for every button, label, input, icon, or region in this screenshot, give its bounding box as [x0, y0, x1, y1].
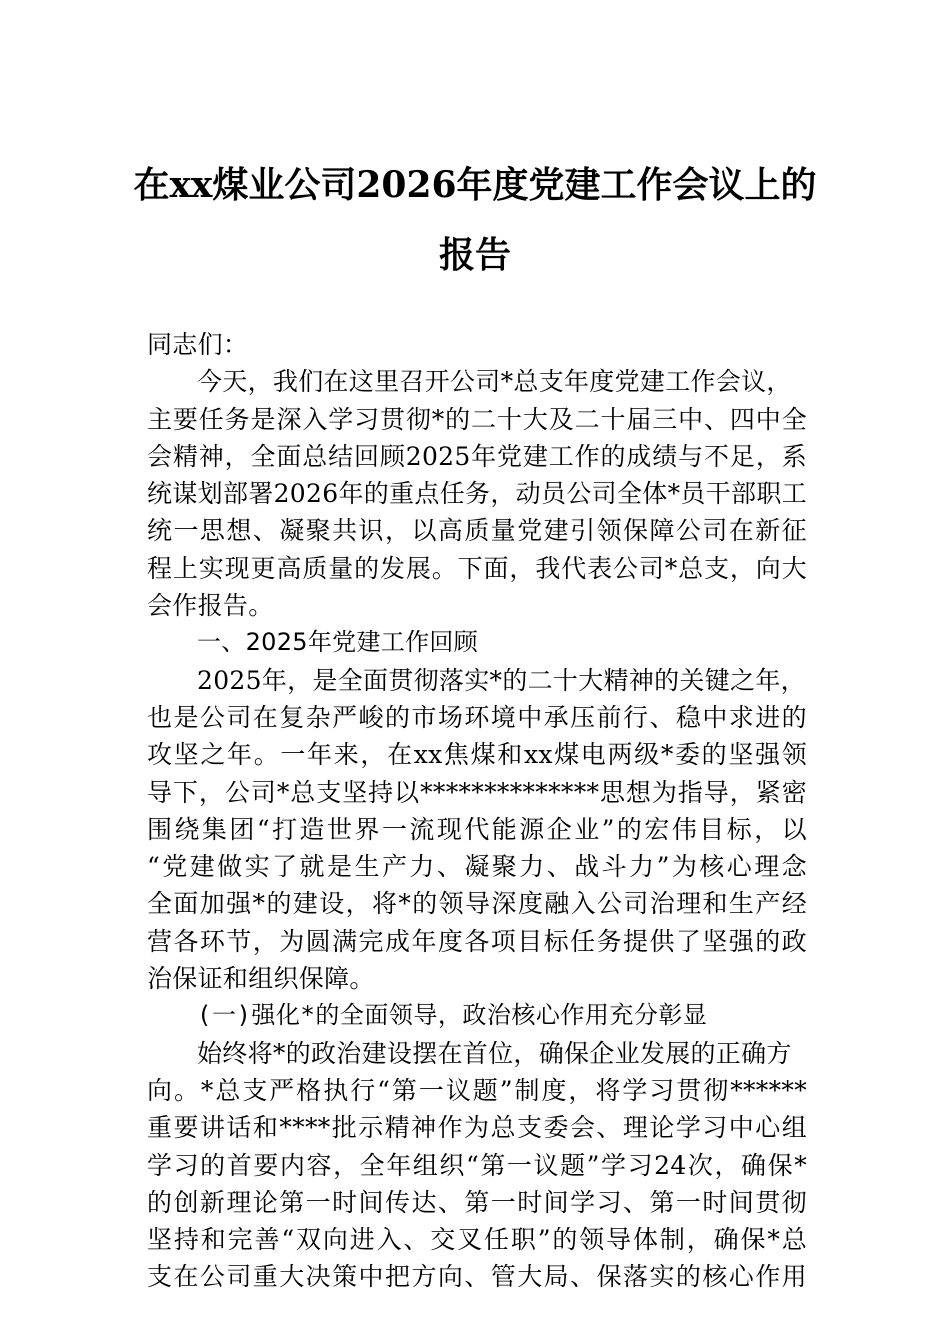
paragraph-2-line: 也是公司在复杂严峻的市场环境中承压前行、稳中求进的: [147, 702, 807, 732]
document-body: [147, 326, 807, 1296]
paragraph-3-line: 始终将*的政治建设摆在首位，确保企业发展的正确方: [197, 1038, 792, 1068]
document-title-line-1: 在xx煤业公司2026年度党建工作会议上的: [133, 164, 817, 206]
paragraph-2-line: 营各环节，为圆满完成年度各项目标任务提供了坚强的政: [147, 926, 807, 956]
document-title-line-2: 报告: [438, 234, 511, 276]
paragraph-3-line: 坚持和完善“双向进入、交叉任职”的领导体制，确保*总: [147, 1225, 807, 1255]
paragraph-3-line: 重要讲话和****批示精神作为总支委会、理论学习中心组: [147, 1113, 807, 1143]
paragraph-3-line: 向。*总支严格执行“第一议题”制度，将学习贯彻******: [147, 1075, 807, 1105]
paragraph-1-line: 主要任务是深入学习贯彻*的二十大及二十届三中、四中全: [147, 404, 807, 434]
paragraph-2-line: 全面加强*的建设，将*的领导深度融入公司治理和生产经: [147, 889, 807, 919]
section-heading-2: (一)强化*的全面领导，政治核心作用充分彰显: [197, 1001, 708, 1030]
paragraph-2-line: 治保证和组织保障。: [147, 964, 375, 994]
paragraph-2-line: 2025年，是全面贯彻落实*的二十大精神的关键之年，: [197, 665, 806, 695]
paragraph-3-line: 学习的首要内容，全年组织“第一议题”学习24次，确保*: [147, 1150, 807, 1180]
paragraph-2-line: 攻坚之年。一年来，在xx焦煤和xx煤电两级*委的坚强领: [147, 740, 807, 770]
paragraph-1-line: 程上实现更高质量的发展。下面，我代表公司*总支，向大: [147, 553, 807, 583]
paragraph-3-line: 的创新理论第一时间传达、第一时间学习、第一时间贯彻: [147, 1187, 807, 1217]
paragraph-1-line: 会作报告。: [147, 591, 274, 621]
paragraph-2-line: 导下，公司*总支坚持以**************思想为指导，紧密: [147, 777, 807, 807]
paragraph-1-line: 会精神，全面总结回顾2025年党建工作的成绩与不足，系: [147, 441, 807, 471]
paragraph-3-line: 支在公司重大决策中把方向、管大局、保落实的核心作用: [147, 1262, 807, 1292]
paragraph-1-line: 统一思想、凝聚共识，以高质量党建引领保障公司在新征: [147, 516, 807, 546]
paragraph-1-line: 今天，我们在这里召开公司*总支年度党建工作会议，: [197, 367, 792, 397]
paragraph-2-line: “党建做实了就是生产力、凝聚力、战斗力”为核心理念: [147, 852, 807, 882]
section-heading-1: 一、2025年党建工作回顾: [197, 628, 478, 657]
paragraph-1-line: 统谋划部署2026年的重点任务，动员公司全体*员干部职工: [147, 479, 807, 509]
paragraph-2-line: 围绕集团“打造世界一流现代能源企业”的宏伟目标，以: [147, 814, 807, 844]
salutation: 同志们：: [147, 330, 249, 359]
